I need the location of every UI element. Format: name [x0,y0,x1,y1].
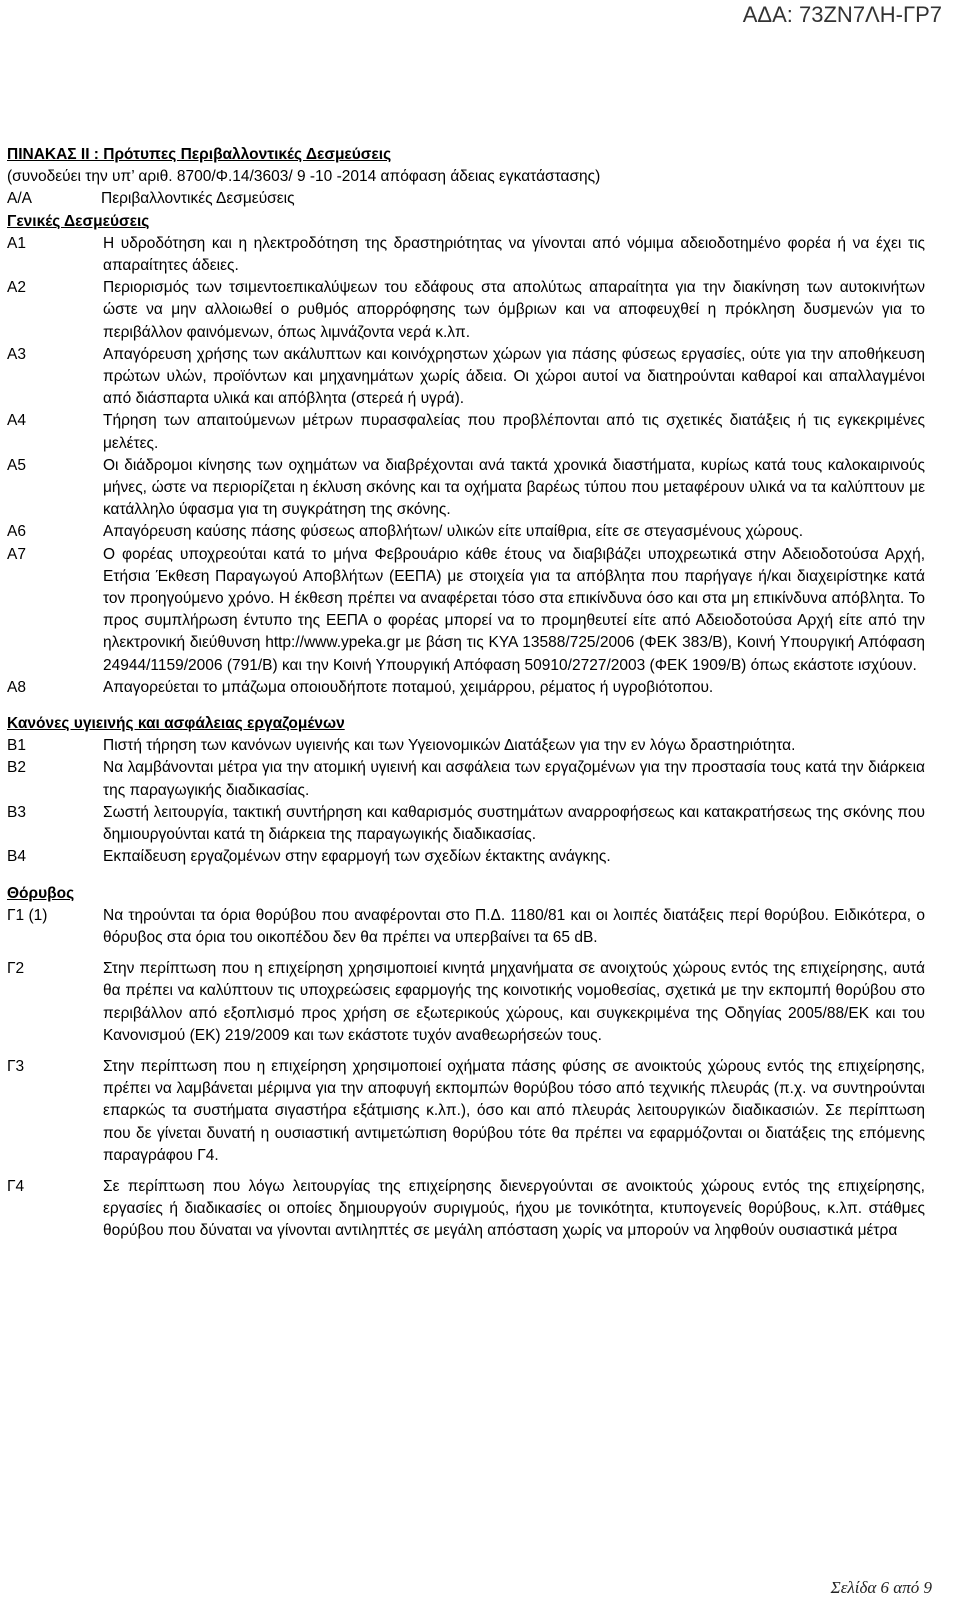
item-code: Α7 [7,545,26,563]
item-text: Οι διάδρομοι κίνησης των οχημάτων να διαβρέχονται ανά τακτά χρονικά διαστήματα, κυρίως κατά τους καλοκαιρινούς μήνες, ώστε να περιορίζεται η έκλυση σκόνης και τα οχήματα βαρέως τύπου που μεταφέρουν υλικά να τα καλύπτουν με κατάλληλο ύφασμα για τη συγκράτηση της σκόνης. [103,456,925,519]
item-code: Α5 [7,456,26,474]
item-text: Η υδροδότηση και η ηλεκτροδότηση της δραστηριότητας να γίνονται από νόμιμα αδειοδοτημένο φορέα ή να έχει τις απαραίτητες άδειες. [103,234,925,275]
section-heading: Θόρυβος [7,884,75,902]
list-item [7,802,925,846]
column-header-aa: Α/Α [7,190,32,208]
item-text: Να λαμβάνονται μέτρα για την ατομική υγιεινή και ασφάλεια των εργαζομένων για την προστασία τους κατά την διάρκεια της παραγωγικής διαδικασίας. [103,759,925,799]
list-item [7,233,925,277]
item-code: Α8 [7,678,26,696]
item-text: Απαγόρευση χρήσης των ακάλυπτων και κοινόχρηστων χώρων για πάσης φύσεως εργασίες, ούτε για την αποθήκευση πρώτων υλών, προϊόντων και μηχανημάτων χωρίς άδεια. Οι χώροι αυτοί να διατηρούνται καθαροί και απαλλαγμένοι από διάσπαρτα υλικά και απόβλητα (στερεά ή υγρά). [103,345,925,408]
item-text: Στην περίπτωση που η επιχείρηση χρησιμοποιεί οχήματα πάσης φύσης σε ανοικτούς χώρους εντός της επιχείρησης, πρέπει να λαμβάνεται μέριμνα για την αποφυγή εκπομπών θορύβου τόσο από τεχνικής πλευράς (π.χ. να συντηρούνται επαρκώς τα συστήματα σιγαστήρα εξάτμισης κ.λπ.), όσο και από πλευράς λειτουργικών διαδικασιών. Σε περίπτωση που δε γίνεται δυνατή η ουσιαστική αντιμετώπιση θορύβου τότε θα πρέπει να εφαρμόζονται οι διατάξεις της επόμενης παραγράφου Γ4. [103,1057,925,1164]
section-noise [7,883,925,1243]
item-code: Β3 [7,803,26,821]
list-item [7,958,925,1047]
item-code: Α6 [7,523,26,541]
item-text: Ο φορέας υποχρεούται κατά το μήνα Φεβρουάριο κάθε έτους να διαβιβάζει υποχρεωτικά στην Αδειοδοτούσα Αρχή, Ετήσια Έκθεση Παραγωγού Αποβλήτων (ΕΕΠΑ) με στοιχεία για τα απόβλητα που παρήγαγε ή/και διαχειρίστηκε κατά τον προηγούμενο χρόνο. Η έκθεση πρέπει να αναφέρεται τόσο στα επικίνδυνα όσο και στα μη επικίνδυνα απόβλητα. Το προς συμπλήρωση έντυπο της ΕΕΠΑ ο φορέας μπορεί να το προμηθευτεί είτε από Αδειοδοτούσα Αρχή είτε από την ηλεκτρονική διεύθυνση http://www.ypeka.gr με βάση τις ΚΥΑ 13588/725/2006 (ΦΕΚ 383/Β), Κοινή Υπουργική Απόφαση 24944/1159/2006 (791/Β) και την Κοινή Υπουργική Απόφαση 50910/2727/2003 (ΦΕΚ 1909/Β) όπως εκάστοτε ισχύουν. [103,545,925,674]
ada-code: ΑΔΑ: 73ΖΝ7ΛΗ-ΓΡ7 [742,2,942,27]
section-health-safety [7,713,925,868]
item-code: Α1 [7,234,26,252]
item-text: Σωστή λειτουργία, τακτική συντήρηση και καθαρισμός συστημάτων αναρροφήσεως και κατακρατήσεως της σκόνης που δημιουργούνται κατά τη διάρκεια της παραγωγικής διαδικασίας. [103,803,925,844]
page-title: ΠΙΝΑΚΑΣ ΙΙ : Πρότυπες Περιβαλλοντικές Δεσμεύσεις [7,146,392,163]
item-text: Στην περίπτωση που η επιχείρηση χρησιμοποιεί κινητά μηχανήματα σε ανοιχτούς χώρους εντός της επιχείρησης, αυτά θα πρέπει να καλύπτουν τις υποχρεώσεις εφαρμογής της κοινοτικής νομοθεσίας, σχετικά με την εκπομπή θορύβου στο περιβάλλον από εξοπλισμό προς χρήση σε εξωτερικούς χώρους, και συγκεκριμένα της Οδηγίας 2005/88/ΕΚ και του Κανονισμού (ΕΚ) 219/2009 και των εκάστοτε τυχόν αναθεωρήσεών τους. [103,960,925,1044]
item-code: Α2 [7,279,26,297]
column-header-commitments: Περιβαλλοντικές Δεσμεύσεις [101,190,295,208]
item-text: Εκπαίδευση εργαζομένων στην εφαρμογή των σχεδίων έκτακτης ανάγκης. [103,848,611,866]
item-text: Περιορισμός των τσιμεντοεπικαλύψεων του εδάφους στα απολύτως απαραίτητα για την διακίνηση των αυτοκινήτων ώστε να μην αλλοιωθεί ο ρυθμός απορρόφησης των όμβριων και να αποφευχθεί η πρόκληση δυσμενών για το περιβάλλον φαινόμενων, όπως λιμνάζοντα νερά κ.λπ. [103,279,925,341]
list-item [7,905,925,949]
list-item [7,344,925,411]
list-item [7,735,925,757]
item-code: Α3 [7,345,26,363]
list-item [7,521,925,543]
item-text: Σε περίπτωση που λόγω λειτουργίας της επιχείρησης διενεργούνται σε ανοικτούς χώρους εντός της επιχείρησης, εργασίες ή διαδικασίες οι οποίες δημιουργούν συριγμούς, ήχου με τονικότητα, κτυπογενείς θορύβους, κ.λπ. στάθμες θορύβου που δύναται να γίνονται αντιληπτές σε μεγάλη απόσταση χωρίς να μπορούν να ληφθούν ουσιαστικά μέτρα [103,1177,925,1240]
section-general [7,211,925,699]
table-header [7,188,925,210]
list-item [7,1176,925,1243]
list-item [7,677,925,699]
list-item [7,846,925,868]
item-text: Απαγορεύεται το μπάζωμα οποιουδήποτε ποταμού, χειμάρρου, ρέματος ή υγροβιότοπου. [103,678,714,696]
item-code: Γ3 [7,1057,25,1075]
page-number: Σελίδα 6 από 9 [830,1578,932,1597]
document-subtitle: (συνοδεύει την υπ’ αριθ. 8700/Φ.14/3603/ 9 -10 -2014 απόφαση άδειας εγκατάστασης) [7,168,601,186]
section-heading: Κανόνες υγιεινής και ασφάλειας εργαζομένων [7,715,345,733]
item-code: Β1 [7,737,26,755]
item-code: Γ1 (1) [7,906,48,924]
list-item [7,455,925,522]
section-heading: Γενικές Δεσμεύσεις [7,212,150,230]
document-body [7,144,925,1243]
item-text: Πιστή τήρηση των κανόνων υγιεινής και των Υγειονομικών Διατάξεων για την εν λόγω δραστηριότητα. [103,737,796,755]
list-item [7,1056,925,1167]
item-code: Γ4 [7,1177,25,1195]
item-text: Τήρηση των απαιτούμενων μέτρων πυρασφαλείας που προβλέπονται από τις σχετικές διατάξεις ή τις εγκεκριμένες μελέτες. [103,412,925,452]
item-code: Β2 [7,759,26,777]
item-text: Απαγόρευση καύσης πάσης φύσεως αποβλήτων/ υλικών είτε υπαίθρια, είτε σε στεγασμένους χώρους. [103,523,804,541]
list-item [7,757,925,801]
list-item [7,277,925,344]
item-text: Να τηρούνται τα όρια θορύβου που αναφέρονται στο Π.Δ. 1180/81 και οι λοιπές διατάξεις περί θορύβου. Ειδικότερα, ο θόρυβος στα όρια του οικοπέδου δεν θα πρέπει να υπερβαίνει τα 65 dB. [103,906,925,946]
item-code: Γ2 [7,960,25,978]
item-code: Β4 [7,848,26,866]
item-code: Α4 [7,412,26,430]
list-item [7,544,925,677]
list-item [7,410,925,454]
